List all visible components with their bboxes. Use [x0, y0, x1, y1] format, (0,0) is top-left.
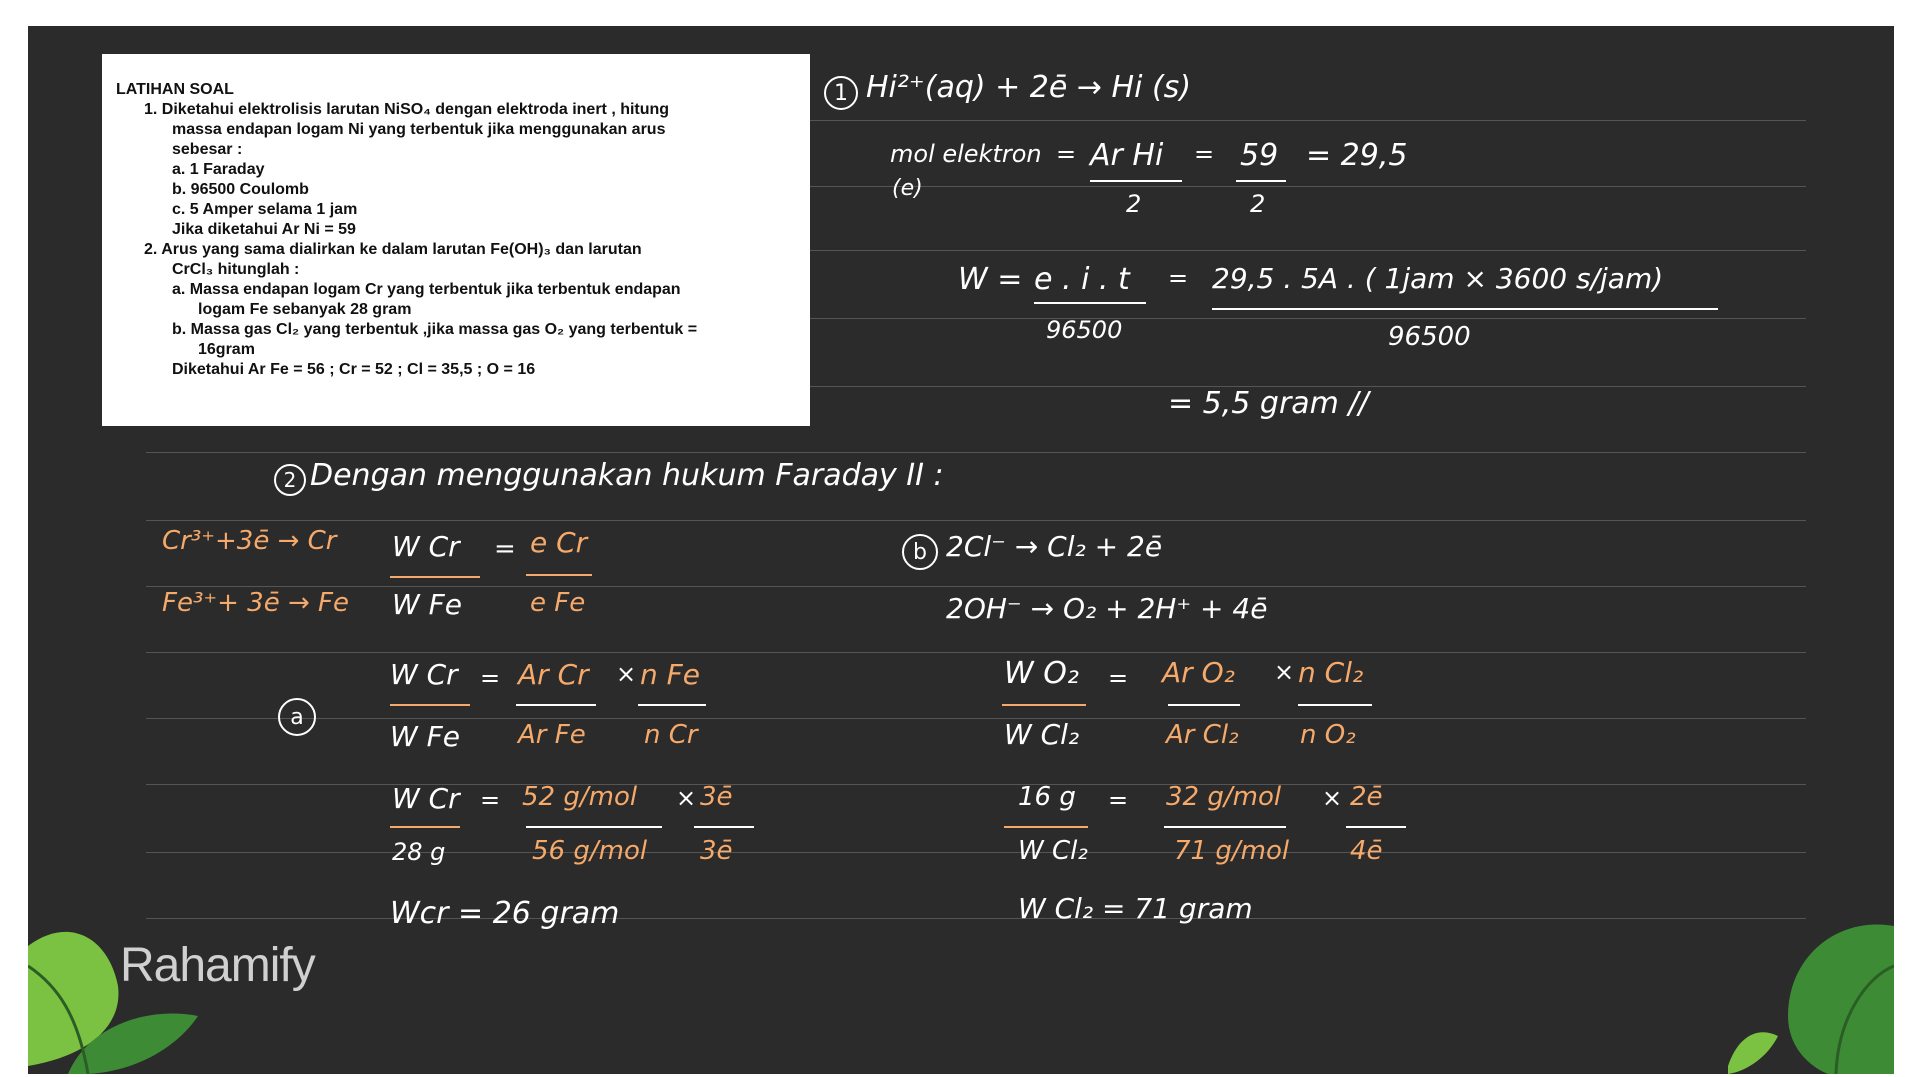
- w-label: W =: [958, 262, 1023, 297]
- multiply-sign: ×: [616, 660, 637, 688]
- w-fe-label: W Fe: [390, 720, 460, 753]
- w-fe-label: W Fe: [392, 588, 462, 621]
- n-cl2-label: n Cl₂: [1298, 656, 1364, 689]
- equals-sign: =: [494, 534, 516, 564]
- question-line: a. Massa endapan logam Cr yang terbentuk jika terbentuk endapan: [172, 281, 681, 298]
- question-line: Jika diketahui Ar Ni = 59: [172, 221, 356, 238]
- oh-reaction: 2OH⁻ → O₂ + 2H⁺ + 4ē: [946, 592, 1268, 625]
- n-fe-label: n Fe: [640, 658, 700, 691]
- solution2-number: 2: [274, 464, 306, 496]
- w-cr-label: W Cr: [390, 658, 458, 691]
- ar-cl2-label: Ar Cl₂: [1166, 720, 1239, 750]
- brand-logo: Rahamify: [120, 939, 315, 992]
- question-line: massa endapan logam Ni yang terbentuk jika menggunakan arus: [172, 121, 666, 138]
- fraction-bar: [1090, 180, 1182, 182]
- equals-sign: =: [1168, 264, 1189, 292]
- e-cr-label: e Cr: [530, 526, 588, 559]
- question-card: [102, 54, 810, 426]
- question-line: Diketahui Ar Fe = 56 ; Cr = 52 ; Cl = 35,5 ; O = 16: [172, 361, 536, 378]
- fe-reaction: Fe³⁺+ 3ē → Fe: [162, 588, 349, 618]
- fraction-bar: [694, 826, 754, 828]
- faraday-constant: 96500: [1388, 322, 1471, 352]
- denominator-two: 2: [1250, 190, 1266, 218]
- fraction-bar: [1034, 302, 1146, 304]
- w-cr-label: W Cr: [392, 530, 460, 563]
- denominator-two: 2: [1126, 190, 1142, 218]
- cl-reaction: 2Cl⁻ → Cl₂ + 2ē: [946, 530, 1163, 563]
- mol-elektron-label: mol elektron: [890, 140, 1042, 168]
- mass-fe-value: 28 g: [392, 838, 446, 866]
- solution1-answer: = 5,5 gram //: [1168, 386, 1369, 421]
- question-title: LATIHAN SOAL: [116, 81, 234, 98]
- fraction-bar: [526, 826, 662, 828]
- n-o2-label: n O₂: [1300, 720, 1356, 750]
- fraction-bar: [1164, 826, 1286, 828]
- cr-reaction: Cr³⁺+3ē → Cr: [162, 526, 337, 556]
- equals-sign: =: [1108, 786, 1129, 814]
- mol-elektron-unit: (e): [892, 176, 923, 201]
- multiply-sign: ×: [1274, 658, 1295, 686]
- fraction-bar: [526, 574, 592, 576]
- w-cr-label: W Cr: [392, 782, 460, 815]
- multiply-sign: ×: [676, 784, 697, 812]
- electron-fe: 3ē: [700, 836, 733, 866]
- e-fe-label: e Fe: [530, 588, 586, 618]
- electron-o: 4ē: [1350, 836, 1383, 866]
- fraction-bar: [1004, 826, 1088, 828]
- solution1-number: 1: [824, 76, 858, 110]
- multiply-sign: ×: [1322, 784, 1343, 812]
- equals-sign: =: [480, 786, 501, 814]
- mol-elektron-result: = 29,5: [1306, 138, 1408, 173]
- question-line: b. 96500 Coulomb: [172, 181, 309, 198]
- question-line: 2. Arus yang sama dialirkan ke dalam larutan Fe(OH)₃ dan larutan: [144, 241, 642, 258]
- fraction-bar: [1168, 704, 1240, 706]
- fraction-bar: [1298, 704, 1372, 706]
- solution1-reaction: Hi²⁺(aq) + 2ē → Hi (s): [866, 70, 1192, 105]
- equals-sign: =: [1108, 664, 1129, 692]
- part-b-marker: b: [902, 534, 938, 570]
- rule-line: [146, 452, 1806, 453]
- mr-cl2-value: 71 g/mol: [1174, 836, 1290, 866]
- fraction-bar: [1212, 308, 1718, 310]
- solution2-heading: Dengan menggunakan hukum Faraday II :: [310, 458, 944, 493]
- question-line: b. Massa gas Cl₂ yang terbentuk ,jika massa gas O₂ yang terbentuk =: [172, 321, 698, 338]
- ar-fe-value: 56 g/mol: [532, 836, 648, 866]
- fraction-bar: [638, 704, 706, 706]
- rule-line: [146, 586, 1806, 587]
- fraction-bar: [1346, 826, 1406, 828]
- w-o2-label: W O₂: [1004, 656, 1079, 691]
- mass-calculation: 29,5 . 5A . ( 1jam × 3600 s/jam): [1212, 262, 1664, 295]
- fraction-bar: [390, 704, 470, 706]
- faraday-constant: 96500: [1046, 316, 1123, 344]
- answer-a: Wcr = 26 gram: [390, 896, 620, 931]
- equals-sign: =: [1194, 140, 1215, 168]
- part-a-marker: a: [278, 698, 316, 736]
- question-line: CrCl₃ hitunglah :: [172, 261, 300, 278]
- rule-line: [146, 520, 1806, 521]
- answer-b: W Cl₂ = 71 gram: [1018, 892, 1253, 925]
- fraction-bar: [1236, 180, 1286, 182]
- question-line: 16gram: [198, 341, 255, 358]
- rule-line: [146, 652, 1806, 653]
- rule-line: [146, 718, 1806, 719]
- ar-ni-value: 59: [1240, 138, 1279, 173]
- question-line: logam Fe sebanyak 28 gram: [198, 301, 412, 318]
- ar-cr-label: Ar Cr: [518, 658, 589, 691]
- electron-cl: 2ē: [1350, 782, 1383, 812]
- mass-o2-value: 16 g: [1018, 782, 1076, 812]
- whiteboard: [28, 26, 1894, 1074]
- fraction-bar: [1002, 704, 1086, 706]
- question-line: 1. Diketahui elektrolisis larutan NiSO₄ dengan elektroda inert , hitung: [144, 101, 670, 118]
- ar-fe-label: Ar Fe: [518, 720, 586, 750]
- fraction-bar: [516, 704, 596, 706]
- ar-hi-label: Ar Hi: [1090, 138, 1164, 173]
- faraday-formula: e . i . t: [1034, 262, 1130, 297]
- question-line: c. 5 Amper selama 1 jam: [172, 201, 358, 218]
- w-cl2-label: W Cl₂: [1004, 718, 1080, 751]
- question-line: a. 1 Faraday: [172, 161, 265, 178]
- equals-sign: =: [1056, 140, 1077, 168]
- fraction-bar: [390, 576, 480, 578]
- n-cr-label: n Cr: [644, 720, 698, 750]
- mr-o2-value: 32 g/mol: [1166, 782, 1282, 812]
- question-line: sebesar :: [172, 141, 243, 158]
- ar-cr-value: 52 g/mol: [522, 782, 638, 812]
- equals-sign: =: [480, 664, 501, 692]
- ar-o2-label: Ar O₂: [1162, 656, 1235, 689]
- w-cl2-label: W Cl₂: [1018, 836, 1088, 866]
- fraction-bar: [390, 826, 460, 828]
- leaf-decoration-icon: [1718, 906, 1894, 1074]
- electron-cr: 3ē: [700, 782, 733, 812]
